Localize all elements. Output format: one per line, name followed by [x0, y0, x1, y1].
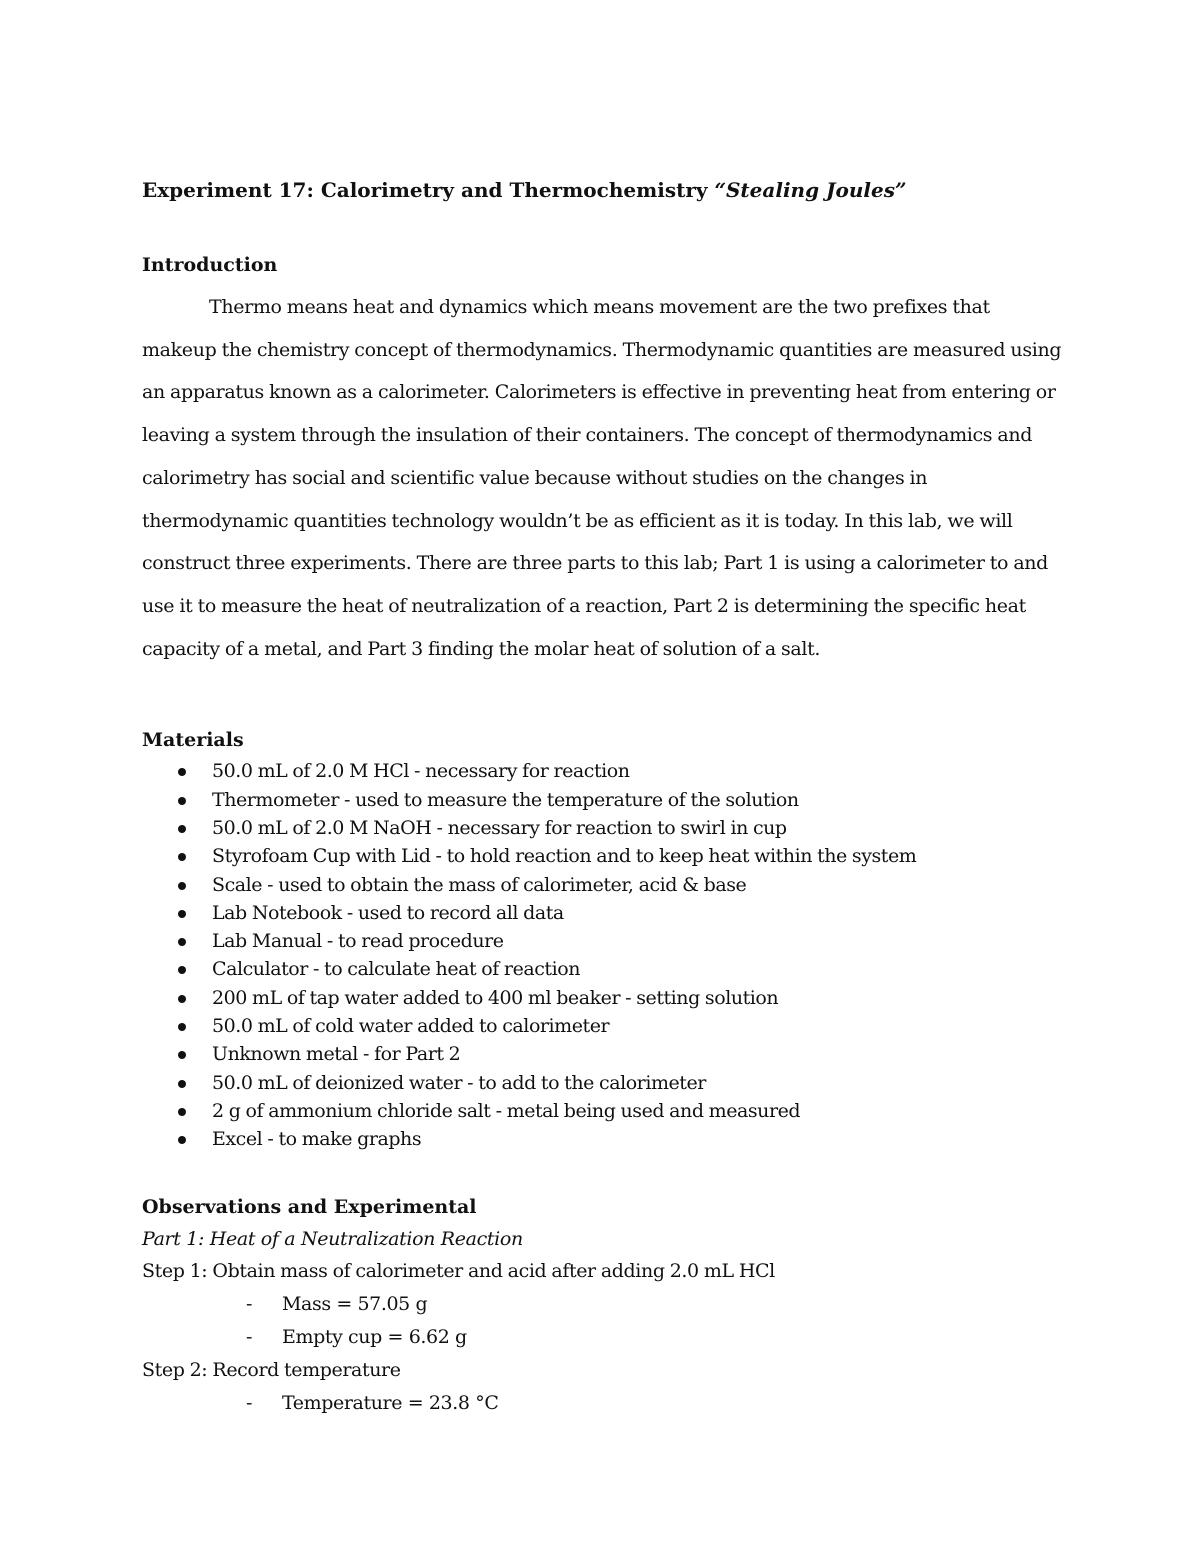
list-item-text: Calculator - to calculate heat of reaction [212, 958, 581, 981]
document-page [142, 170, 1062, 1420]
list-item [142, 871, 1062, 899]
list-item [142, 1069, 1062, 1097]
list-item [142, 899, 1062, 927]
step2-temperature-text: Temperature = 23.8 °C [282, 1392, 499, 1415]
list-item-text: Thermometer - used to measure the temperature of the solution [212, 788, 799, 811]
list-item [142, 955, 1062, 983]
list-item-text: 200 mL of tap water added to 400 ml beaker - setting solution [212, 986, 779, 1009]
list-item-text: Excel - to make graphs [212, 1128, 422, 1151]
list-item [142, 842, 1062, 870]
list-item [142, 814, 1062, 842]
introduction-heading: Introduction [142, 254, 278, 276]
list-item [142, 757, 1062, 785]
bullet-icon [178, 1080, 186, 1088]
part1-title: Part 1: Heat of a Neutralization Reaction [142, 1228, 523, 1251]
bullet-icon [178, 995, 186, 1003]
step1-text: Step 1: Obtain mass of calorimeter and acid after adding 2.0 mL HCl [142, 1260, 775, 1283]
step2-text: Step 2: Record temperature [142, 1359, 401, 1382]
list-item-text: Lab Notebook - used to record all data [212, 901, 564, 924]
bullet-icon [178, 1136, 186, 1144]
bullet-icon [178, 1023, 186, 1031]
dash-marker: - [246, 1293, 253, 1316]
observations-heading: Observations and Experimental [142, 1196, 477, 1219]
introduction-paragraph: Thermo means heat and dynamics which means movement are the two prefixes that makeup the chemistry concept of thermodynamics. Thermodynamic quantities are measured using an apparatus known as a calorimeter. Calorimeters is effective in preventing heat from entering or leaving a system through the insulation of their containers. The concept of thermodynamics and calorimetry has social and scientific value because without studies on the changes in thermodynamic quantities technology wouldn’t be as efficient as it is today. In this lab, we will construct three experiments. There are three parts to this lab; Part 1 is using a calorimeter to and use it to measure the heat of neutralization of a reaction, Part 2 is determining the specific heat capacity of a metal, and Part 3 finding the molar heat of solution of a salt. [142, 296, 1062, 660]
materials-list [142, 757, 1062, 1153]
list-item-text: 50.0 mL of deionized water - to add to the calorimeter [212, 1071, 706, 1094]
list-item-text: 50.0 mL of cold water added to calorimeter [212, 1015, 610, 1037]
step1-empty-cup [142, 1321, 1062, 1354]
list-item [142, 1040, 1062, 1068]
list-item-text: Scale - used to obtain the mass of calorimeter, acid & base [212, 873, 747, 896]
list-item [142, 1125, 1062, 1153]
bullet-icon [178, 1051, 186, 1059]
step1-mass-text: Mass = 57.05 g [282, 1293, 428, 1316]
bullet-icon [178, 882, 186, 890]
bullet-icon [178, 966, 186, 974]
bullet-icon [178, 825, 186, 833]
title-main: Experiment 17: Calorimetry and Thermochemistry [142, 178, 715, 202]
bullet-icon [178, 853, 186, 861]
dash-marker: - [246, 1326, 253, 1349]
materials-heading: Materials [142, 729, 244, 752]
bullet-icon [178, 1108, 186, 1116]
dash-marker: - [246, 1392, 253, 1415]
bullet-icon [178, 938, 186, 946]
list-item-text: 50.0 mL of 2.0 M NaOH - necessary for reaction to swirl in cup [212, 816, 787, 839]
list-item [142, 927, 1062, 955]
title-subtitle: “Stealing Joules” [714, 178, 907, 202]
bullet-icon [178, 797, 186, 805]
bullet-icon [178, 768, 186, 776]
list-item-text: 2 g of ammonium chloride salt - metal being used and measured [212, 1099, 801, 1122]
document-title [142, 170, 1062, 210]
list-item-text: Lab Manual - to read procedure [212, 930, 504, 953]
bullet-icon [178, 910, 186, 918]
step2-temperature [142, 1387, 1062, 1420]
list-item-text: Styrofoam Cup with Lid - to hold reaction and to keep heat within the system [212, 845, 917, 868]
list-item-text: 50.0 mL of 2.0 M HCl - necessary for reaction [212, 760, 630, 783]
list-item [142, 1012, 1062, 1040]
list-item [142, 984, 1062, 1012]
list-item [142, 1097, 1062, 1125]
list-item-text: Unknown metal - for Part 2 [212, 1043, 461, 1066]
step1-mass [142, 1288, 1062, 1321]
step1-empty-cup-text: Empty cup = 6.62 g [282, 1326, 467, 1349]
list-item [142, 786, 1062, 814]
